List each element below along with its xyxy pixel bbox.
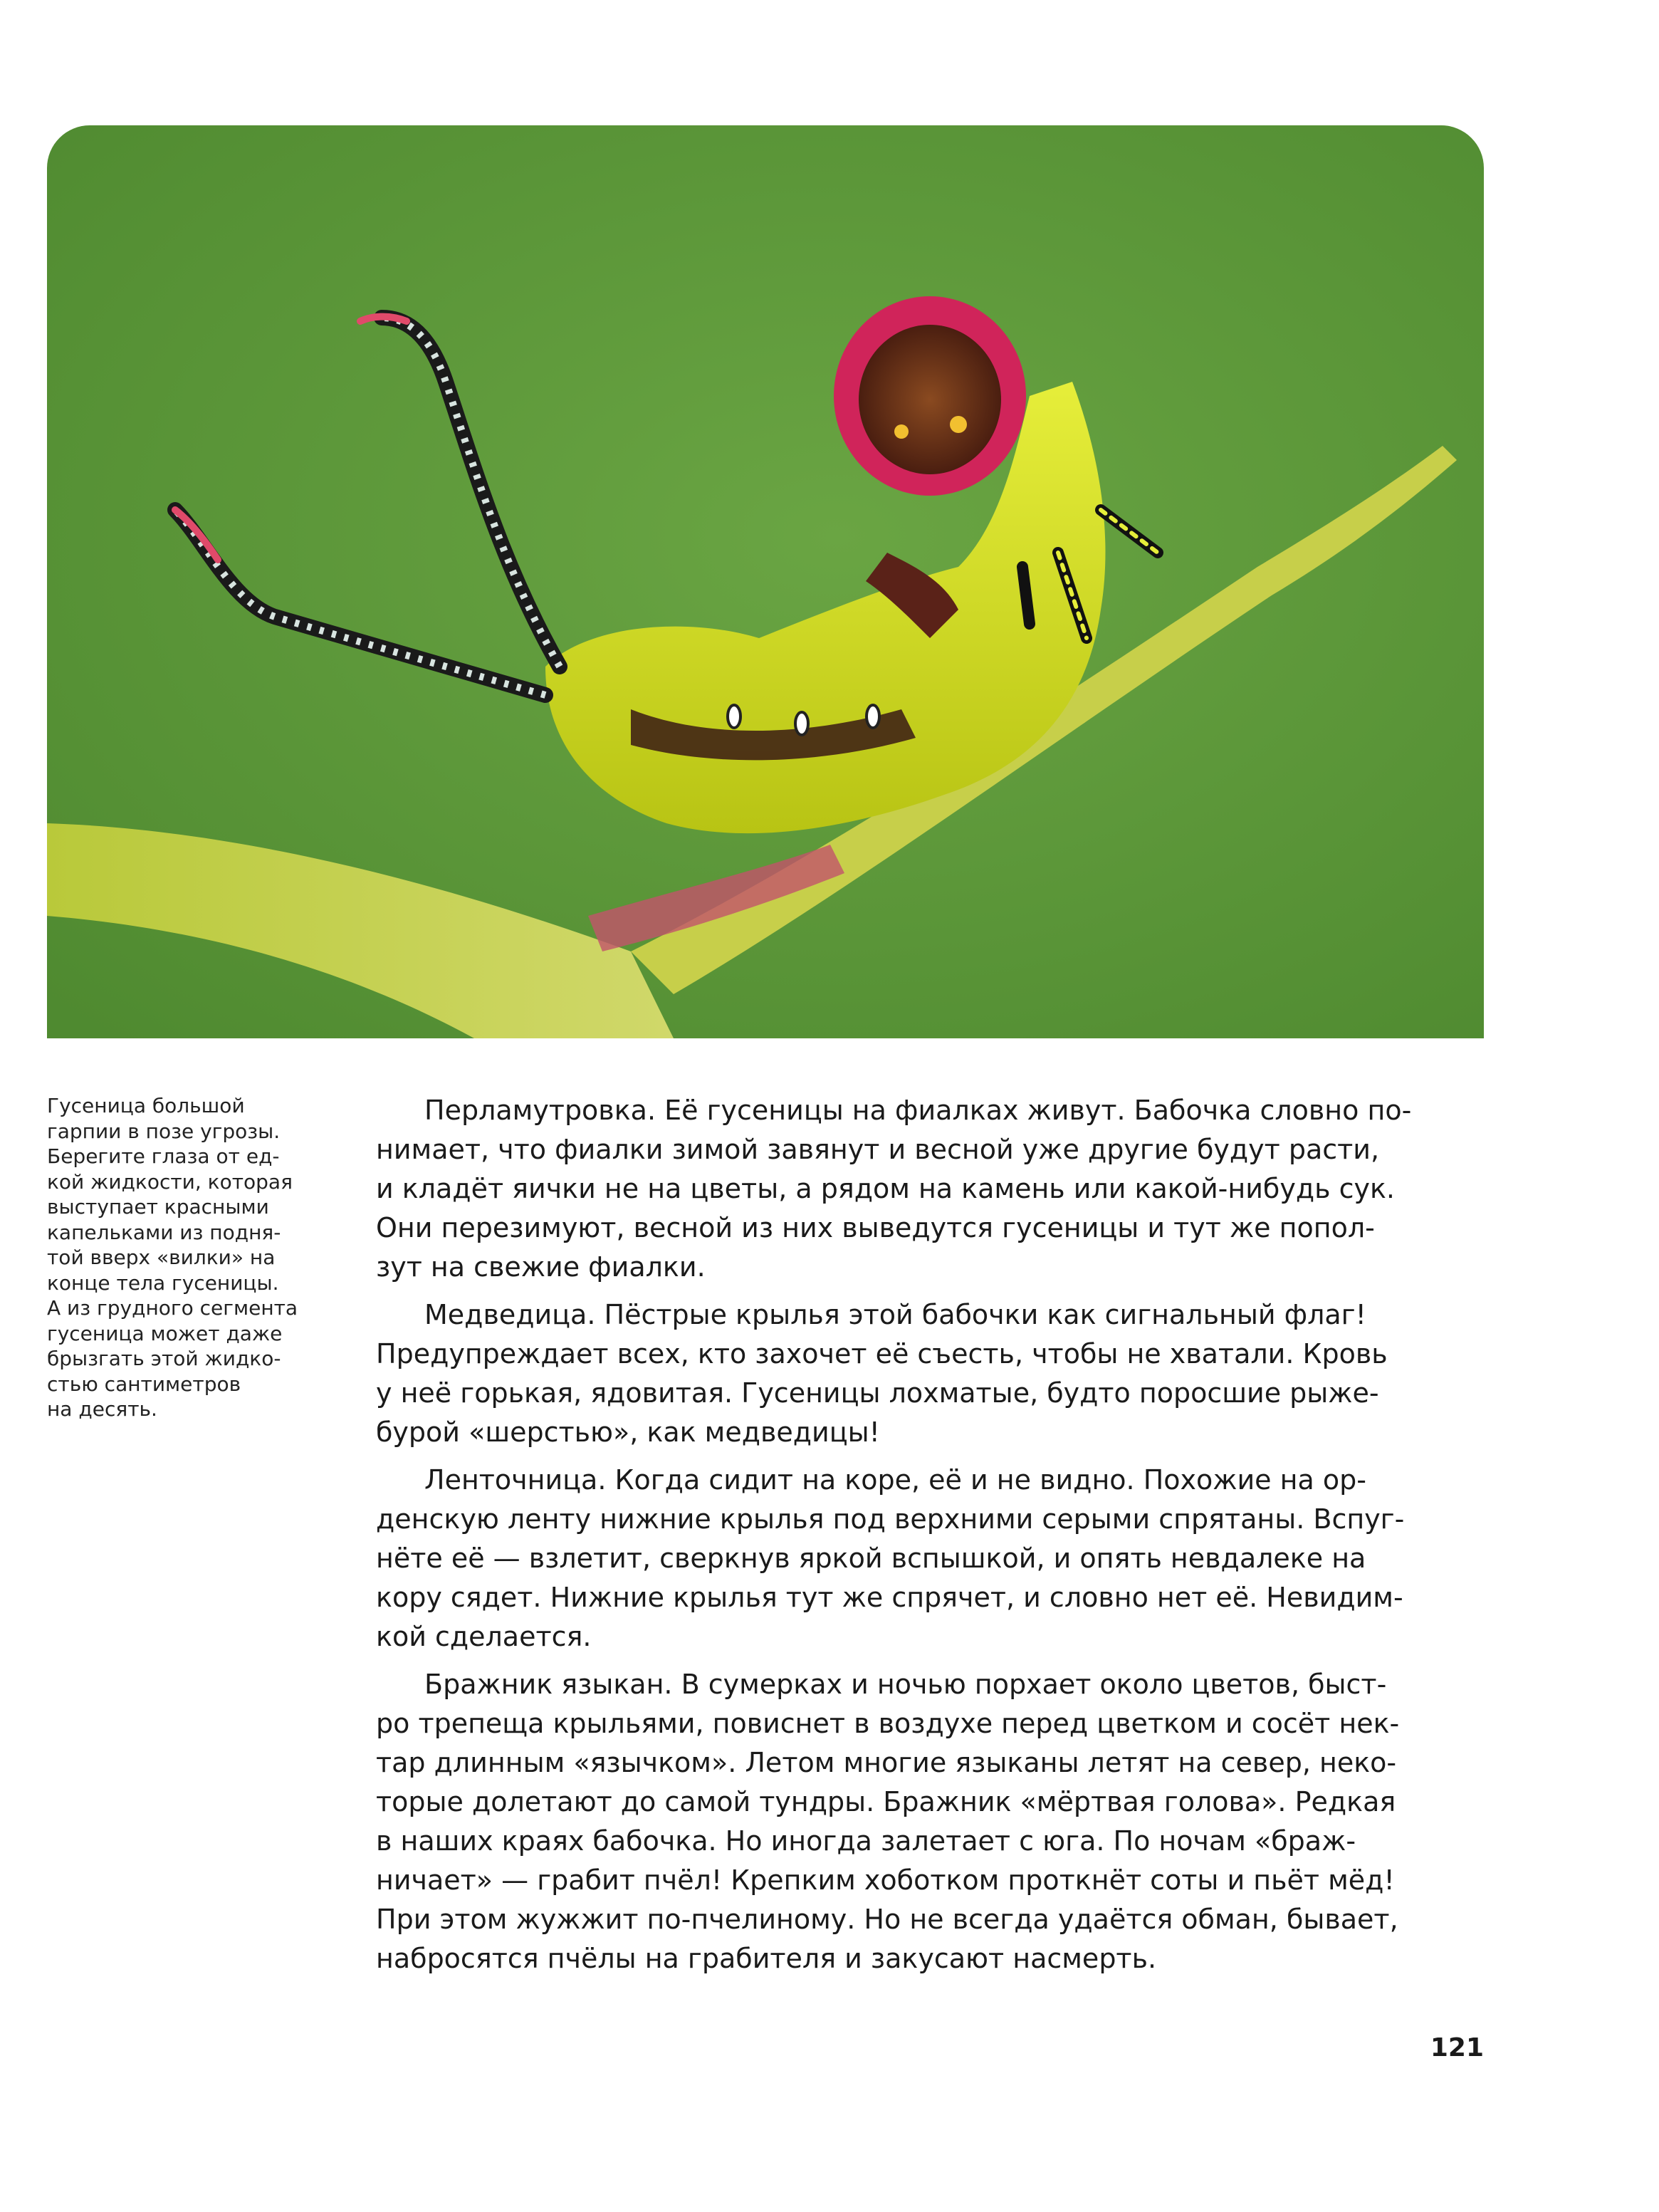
photo-caption: Гусеница большой гарпии в позе угрозы. Берегите глаза от ед- кой жидкости, которая выступает красными капельками из подня- той вверх «вилки» на конце тела гусеницы. А из грудного сегмента гусеница может даже брызгать этой жидко- стью сантиметров на десять. xyxy=(47,1094,298,1421)
paragraph-medveditsa: Медведица. Пёстрые крылья этой бабочки как сигнальный флаг! Предупреждает всех, кто захочет её съесть, чтобы не хватали. Кровь у неё горькая, ядовитая. Гусеницы лохматые, будто поросшие рыже- бурой «шерстью», как медведицы! xyxy=(376,1299,1388,1448)
paragraph-perlamutrovka: Перламутровка. Её гусеницы на фиалках живут. Бабочка словно по- нимает, что фиалки зимой завянут и весной уже другие будут расти, и кладёт яички не на цветы, а рядом на камень или какой-нибудь сук. Они перезимуют, весной из них выведутся гусеницы и тут же попол- зут на свежие фиалки. xyxy=(376,1095,1412,1283)
paragraph-brazhnik: Бражник языкан. В сумерках и ночью порхает около цветов, быст- ро трепеща крыльями, повиснет в воздухе перед цветком и сосёт нек- тар длинным «язычком». Летом многие языканы летят на север, неко- торые долетают до самой тундры. Бражник «мёртвая голова». Редкая в наших краях бабочка. Но иногда залетает с юга. По ночам «браж- ничает» — грабит пчёл! Крепким хоботком проткнёт соты и пьёт мёд! При этом жужжит по-пчелиному. Но не всегда удаётся обман, бывает, набросятся пчёлы на грабителя и закусают насмерть. xyxy=(376,1669,1400,1974)
photo-illustration xyxy=(47,125,1484,1038)
puss-moth-caterpillar-photo xyxy=(47,125,1484,1038)
page-number: 121 xyxy=(1430,2033,1484,2062)
article-body xyxy=(376,1091,1487,1987)
paragraph-lentochnitsa: Ленточница. Когда сидит на коре, её и не видно. Похожие на ор- денскую ленту нижние крылья под верхними серыми спрятаны. Вспуг- нёте её — взлетит, сверкнув яркой вспышкой, и опять невдалеке на кору сядет. Нижние крылья тут же спрячет, и словно нет её. Невидим- кой сделается. xyxy=(376,1464,1405,1652)
